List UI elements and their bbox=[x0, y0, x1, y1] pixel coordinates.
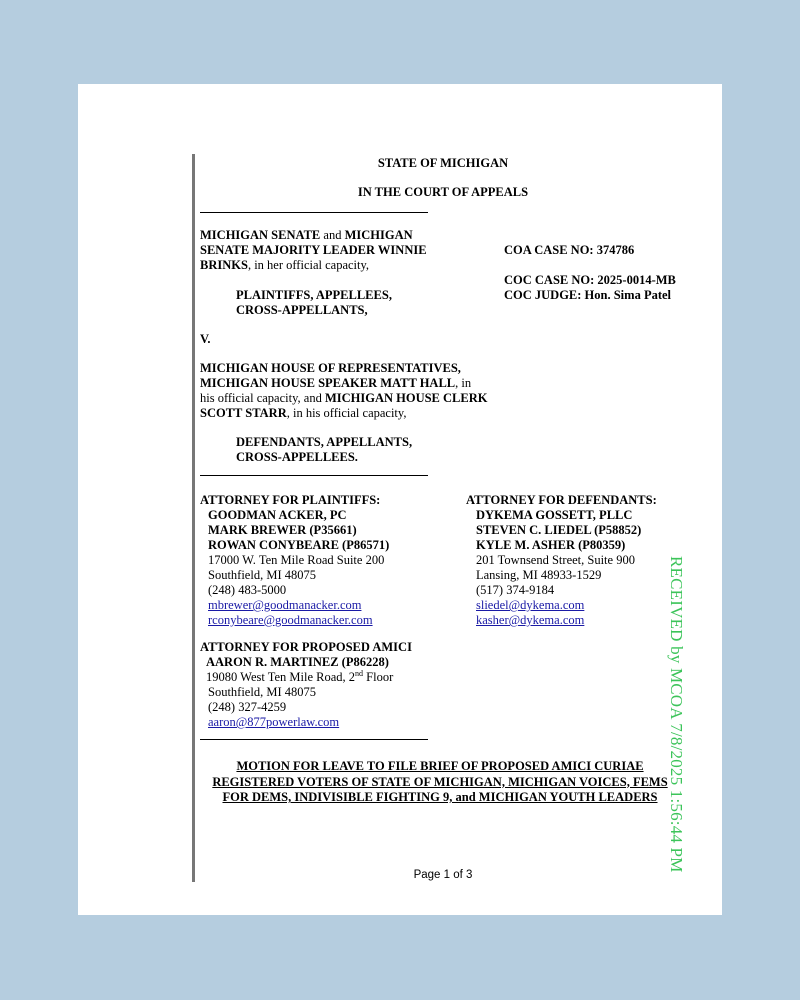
defendants-line-2: MICHIGAN HOUSE SPEAKER MATT HALL, in bbox=[200, 376, 472, 390]
defendants-address-1: 201 Townsend Street, Suite 900 bbox=[476, 553, 635, 567]
amici-attorney: AARON R. MARTINEZ (P86228) bbox=[206, 655, 389, 669]
divider-bottom bbox=[200, 739, 428, 740]
amici-email-link[interactable]: aaron@877powerlaw.com bbox=[208, 715, 340, 729]
left-margin-bar bbox=[192, 154, 195, 882]
plaintiffs-email-2-link[interactable]: rconybeare@goodmanacker.com bbox=[208, 613, 373, 627]
defendants-attorney-2: KYLE M. ASHER (P80359) bbox=[476, 538, 626, 552]
amici-phone: (248) 327-4259 bbox=[208, 700, 287, 714]
amici-address-2: Southfield, MI 48075 bbox=[208, 685, 316, 699]
defendants-role-1: DEFENDANTS, APPELLANTS, bbox=[236, 435, 413, 449]
plaintiffs-role-1: PLAINTIFFS, APPELLEES, bbox=[236, 288, 392, 302]
defendants-attorney-1: STEVEN C. LIEDEL (P58852) bbox=[476, 523, 642, 537]
defendants-email-2-link[interactable]: kasher@dykema.com bbox=[476, 613, 585, 627]
plaintiffs-attorney-1: MARK BREWER (P35661) bbox=[208, 523, 357, 537]
plaintiffs-attorney-2: ROWAN CONYBEARE (P86571) bbox=[208, 538, 390, 552]
plaintiffs-phone: (248) 483-5000 bbox=[208, 583, 287, 597]
defendants-phone: (517) 374-9184 bbox=[476, 583, 555, 597]
defendants-attorney-heading: ATTORNEY FOR DEFENDANTS: bbox=[466, 493, 657, 507]
plaintiffs-firm: GOODMAN ACKER, PC bbox=[208, 508, 347, 522]
defendants-firm: DYKEMA GOSSETT, PLLC bbox=[476, 508, 633, 522]
coc-case-number: COC CASE NO: 2025-0014-MB bbox=[504, 273, 676, 287]
divider-top bbox=[200, 212, 428, 213]
defendants-line-3: his official capacity, and MICHIGAN HOUSE CLERK bbox=[200, 391, 488, 405]
page-number: Page 1 of 3 bbox=[413, 869, 473, 881]
state-heading: STATE OF MICHIGAN bbox=[377, 156, 509, 170]
amici-address-1: 19080 West Ten Mile Road, 2nd Floor bbox=[206, 668, 394, 684]
received-stamp: RECEIVED by MCOA 7/8/2025 1:56:44 PM bbox=[667, 556, 686, 873]
versus-label: V. bbox=[200, 332, 211, 346]
plaintiffs-role-2: CROSS-APPELLANTS, bbox=[236, 303, 368, 317]
page-content bbox=[78, 84, 722, 915]
amici-attorney-heading: ATTORNEY FOR PROPOSED AMICI bbox=[200, 640, 412, 654]
plaintiffs-address-1: 17000 W. Ten Mile Road Suite 200 bbox=[208, 553, 385, 567]
plaintiffs-attorney-heading: ATTORNEY FOR PLAINTIFFS: bbox=[200, 493, 381, 507]
plaintiffs-line-1: MICHIGAN SENATE and MICHIGAN bbox=[200, 228, 413, 242]
divider-middle bbox=[200, 475, 428, 476]
plaintiffs-line-2: SENATE MAJORITY LEADER WINNIE bbox=[200, 243, 427, 257]
defendants-line-4: SCOTT STARR, in his official capacity, bbox=[200, 406, 407, 420]
plaintiffs-address-2: Southfield, MI 48075 bbox=[208, 568, 316, 582]
plaintiffs-email-1-link[interactable]: mbrewer@goodmanacker.com bbox=[208, 598, 362, 612]
motion-title-line-2: REGISTERED VOTERS OF STATE OF MICHIGAN, MICHIGAN VOICES, FEMS bbox=[212, 774, 668, 789]
motion-title bbox=[200, 759, 680, 806]
motion-title-line-3: FOR DEMS, INDIVISIBLE FIGHTING 9, and MICHIGAN YOUTH LEADERS bbox=[222, 790, 658, 804]
defendants-address-2: Lansing, MI 48933-1529 bbox=[476, 568, 602, 582]
plaintiffs-line-3: BRINKS, in her official capacity, bbox=[200, 258, 370, 272]
coa-case-number: COA CASE NO: 374786 bbox=[504, 243, 635, 257]
defendants-email-1-link[interactable]: sliedel@dykema.com bbox=[476, 598, 585, 612]
court-heading: IN THE COURT OF APPEALS bbox=[357, 185, 529, 199]
defendants-role-2: CROSS-APPELLEES. bbox=[236, 450, 358, 464]
coc-judge: COC JUDGE: Hon. Sima Patel bbox=[504, 288, 672, 302]
defendants-line-1: MICHIGAN HOUSE OF REPRESENTATIVES, bbox=[200, 361, 461, 375]
motion-title-line-1: MOTION FOR LEAVE TO FILE BRIEF OF PROPOSED AMICI CURIAE bbox=[236, 759, 644, 773]
